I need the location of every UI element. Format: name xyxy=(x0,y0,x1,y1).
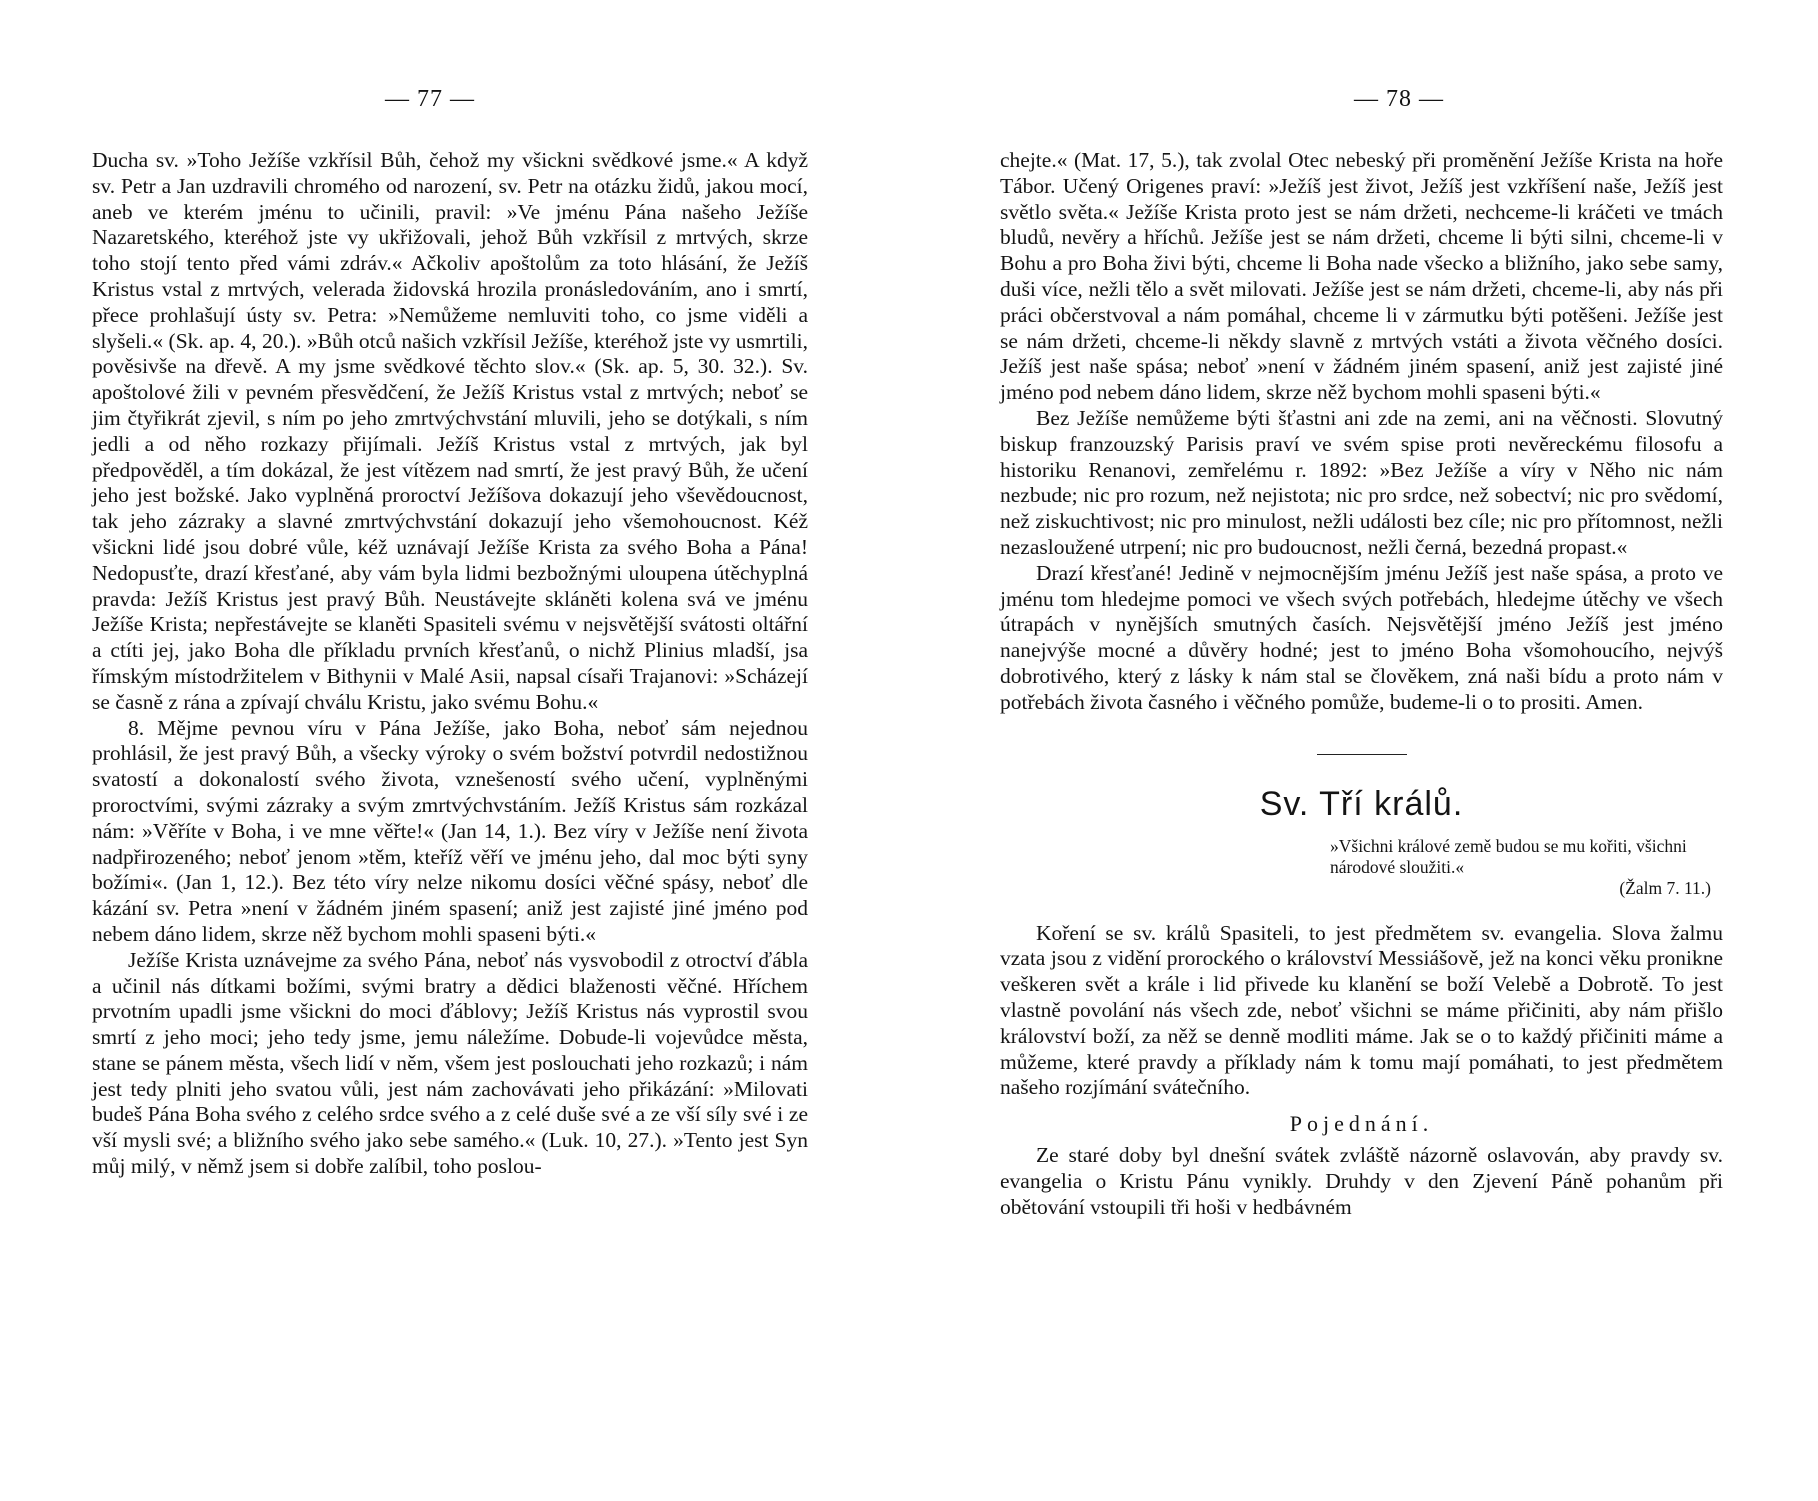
epigraph xyxy=(1330,836,1723,899)
page-number: — 78 — xyxy=(1354,86,1444,112)
page-number: — 77 — xyxy=(385,86,475,112)
left-page xyxy=(0,0,900,1501)
right-page xyxy=(900,0,1818,1501)
paragraph: Bez Ježíše nemůžeme býti šťastni ani zde na zemi, ani na věčnosti. Slovutný biskup franzouzský Parisis praví ve svém spise proti nevěreckému filosofu a historiku Renanovi, zemřelému r. 1892: »Bez Ježíše a víry v Něho nic nám nezbude; nic pro rozum, než nejistota; nic pro srdce, než sobectví; nic pro svědomí, než ziskuchtivost; nic pro minulost, nežli události bez cíle; nic pro přítomnost, nežli nezasloužené utrpení; nic pro budoucnost, nežli černá, bezedná propast.« xyxy=(1000,405,1723,559)
epigraph-reference: (Žalm 7. 11.) xyxy=(1619,877,1711,898)
text-column xyxy=(92,148,808,1180)
section-title: Sv. Tří králů. xyxy=(1259,784,1464,823)
paragraph: chejte.« (Mat. 17, 5.), tak zvolal Otec nebeský při proměnění Ježíše Krista na hoře Tábor. Učený Origenes praví: »Ježíš jest život, Ježíš jest vzkříšení naše, Ježíš jest světlo světa.« Ježíše Krista proto jest se nám držeti, nechceme-li kráčeti ve tmách bludů, nevěry a hříchů. Ježíše jest se nám držeti, chceme li býti silni, chceme-li v Bohu a pro Boha živi býti, chceme li Boha nade všecko a bližního, jako sebe samy, duši více, nežli tělo a svět milovati. Ježíše jest se nám držeti, chceme-li, aby nás při práci občerstvoval a nám pomáhal, chceme li v zármutku býti potěšeni. Ježíše jest se nám držeti, chceme-li někdy slavně z mrtvých vstáti a života věčného dosíci. Ježíš jest naše spása; neboť »není v žádném jiném spasení, aniž jest zajisté jiné jméno pod nebem dáno lidem, skrze něž bychom mohli spaseni býti.« xyxy=(1000,148,1723,405)
paragraph: Drazí křesťané! Jedině v nejmocnějším jménu Ježíš jest naše spása, a proto ve jménu tom hledejme pomoci ve všech svých potřebách, hledejme útěchy ve všech útrapách v nynějších smutných časích. Nejsvětější jméno Ježíš jest jméno nanejvýše mocné a důvěry hodné; jest to jméno Boha všomohoucího, nejvýš dobrotivého, který z lásky k nám stal se člověkem, zná naši bídu a proto nám v potřebách života časného i věčného pomůže, budeme-li o to prositi. Amen. xyxy=(1000,560,1723,714)
subheading: Pojednání. xyxy=(1289,1111,1434,1137)
text-column xyxy=(1000,148,1723,1221)
paragraph: Ježíše Krista uznávejme za svého Pána, neboť nás vysvobodil z otroctví ďábla a učinil nás dítkami božími, svými bratry a dědici blaženosti věčné. Hříchem prvotním upadli jsme všickni do moci ďáblovy; Ježíš Kristus nás vyprostil svou smrtí z jeho moci; jeho tedy jsme, jemu náležíme. Dobude-li vojevůdce města, stane se pánem města, všech lidí v něm, všem jest poslouchati jeho rozkazů; i nám jest tedy plniti jeho svatou vůli, jest nám zachovávati jeho přikázání: »Milovati budeš Pána Boha svého z celého srdce svého a z celé duše své a ze vší síly své i ze vší mysli své; a bližního svého jako sebe samého.« (Luk. 10, 27.). »Tento jest Syn můj milý, v němž jsem si dobře zalíbil, toho poslou- xyxy=(92,947,808,1179)
paragraph: 8. Mějme pevnou víru v Pána Ježíše, jako Boha, neboť sám nejednou prohlásil, že jest pravý Bůh, a všecky výroky o svém božství potvrdil nedostižnou svatostí a dokonalostí svého života, vznešeností svého učení, vyplněnými proroctvími, svými zázraky a svým zmrtvýchvstáním. Ježíš Kristus sám rozkázal nám: »Věříte v Boha, i ve mne věřte!« (Jan 14, 1.). Bez víry v Ježíše není života nadpřirozeného; neboť jenom »těm, kteříž věří ve jménu jeho, dal moc býti syny božími«. (Jan 1, 12.). Bez této víry nelze nikomu dosíci věčné spásy, neboť dle kázání sv. Petra »není v žádném jiném spasení; aniž jest zajisté jiné jméno pod nebem dáno lidem, skrze něž bychom mohli spaseni býti.« xyxy=(92,715,808,946)
paragraph: Koření se sv. králů Spasiteli, to jest předmětem sv. evangelia. Slova žalmu vzata jsou z vidění prorockého o království Messiášově, jež na konci věku pronikne veškeren svět a krále i lid přivede ku klanění se boží Velebě a Dobrotě. To jest vlastně povolání nás všech zde, neboť všichni se máme přičiniti, aby nám přišlo království boží, za něž se denně modliti máme. Jak se o to každý přičiniti máme a můžeme, které pravdy a příklady nám k tomu mají pomáhati, to jest předmětem našeho rozjímání svátečního. xyxy=(1000,920,1723,1100)
epigraph-text: »Všichni králové země budou se mu kořiti, všichni národové sloužiti.« xyxy=(1330,835,1687,877)
paragraph: Ducha sv. »Toho Ježíše vzkřísil Bůh, čehož my všickni svědkové jsme.« A když sv. Petr a Jan uzdravili chromého od narození, sv. Petr na otázku židů, jakou mocí, aneb ve kterém jménu to učinili, pravil: »Ve jménu Pána našeho Ježíše Nazaretského, kteréhož jste vy ukřižovali, jehož Bůh vzkřísil z mrtvých, skrze toho stojí tento před vámi zdráv.« Ačkoliv apoštolům za toto hlásání, že Ježíš Kristus vstal z mrtvých, velerada židovská hrozila pronásledováním, ano i smrtí, přece prohlašují ústy sv. Petra: »Nemůžeme nemluviti toho, co jsme viděli a slyšeli.« (Sk. ap. 4, 20.). »Bůh otců našich vzkřísil Ježíše, kteréhož jste vy usmrtili, pověsivše na dřevě. A my jsme svědkové těchto slov.« (Sk. ap. 5, 30. 32.). Sv. apoštolové žili v pevném přesvědčení, že Ježíš Kristus vstal z mrtvých; neboť se jim čtyřikrát zjevil, s ním po jeho zmrtvýchvstání mluvili, jeho se dotýkali, s ním jedli a od něho rozkazy přijímali. Ježíš Kristus vstal z mrtvých, jak byl předpověděl, a tím dokázal, že jest vítězem nad smrtí, že jest pravý Bůh, že učení jeho jest božské. Jako vyplněná proroctví Ježíšova dokazují jeho vševědoucnost, tak jeho zázraky a slavné zmrtvýchvstání dokazují jeho všemohoucnost. Kéž všickni lidé jsou dobré vůle, kéž uznávají Ježíše Krista za svého Boha a Pána! Nedopusťte, drazí křesťané, aby vám byla lidmi bezbožnými uloupena útěchyplná pravda: Ježíš Kristus jest pravý Bůh. Neustávejte skláněti kolena svá ve jménu Ježíše Krista; nepřestávejte se klaněti Spasiteli svému v nejsvětější svátosti oltářní a ctíti jej, jako Boha dle příkladu prvních křesťanů, o nichž Plinius mladší, jsa římským místodržitelem v Bithynii v Malé Asii, napsal císaři Trajanovi: »Scházejí se časně z rána a zpívají chválu Kristu, jako svému Bohu.« xyxy=(92,148,808,714)
section-divider xyxy=(1317,754,1407,755)
paragraph: Ze staré doby byl dnešní svátek zvláště názorně oslavován, aby pravdy sv. evangelia o Kristu Pánu vynikly. Druhdy v den Zjevení Páně pohanům při obětování vstoupili tři hoši v hedbávném xyxy=(1000,1143,1723,1219)
